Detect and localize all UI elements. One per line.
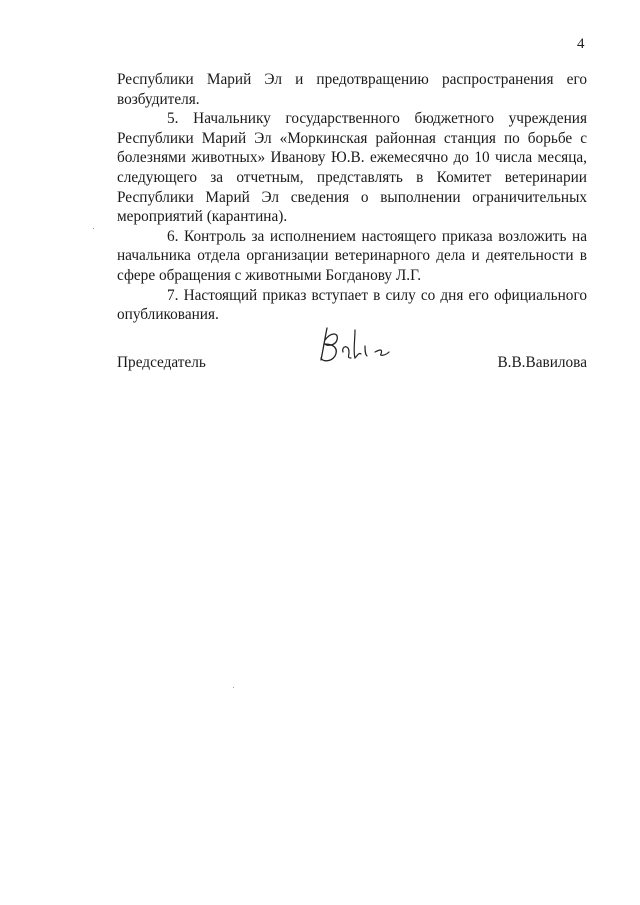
scan-speck: [93, 228, 94, 229]
paragraph-item-5: 5. Начальнику государственного бюджетного учреждения Республики Марий Эл «Моркинская районная станция по борьбе с болезнями животных» Иванову Ю.В. ежемесячно до 10 числа месяца, следующего за отчетным, представлять в Комитет ветеринарии Республики Марий Эл сведения о выполнении ограничительных мероприятий (карантина).: [117, 110, 587, 226]
page-number: 4: [577, 36, 585, 52]
paragraph-item-6: 6. Контроль за исполнением настоящего приказа возложить на начальника отдела организации ветеринарного дела и деятельности в сфере обращения с животными Богданову Л.Г.: [117, 227, 587, 284]
signer-name: В.В.Вавилова: [497, 354, 587, 371]
paragraph-continuation: Республики Марий Эл и предотвращению распространения его возбудителя.: [117, 71, 587, 108]
handwritten-signature: [315, 322, 395, 372]
scan-speck: [233, 687, 234, 688]
signature-title: Председатель: [117, 354, 206, 371]
document-body: [117, 70, 587, 325]
paragraph-item-7: 7. Настоящий приказ вступает в силу со дня его официального опубликования.: [117, 286, 587, 324]
